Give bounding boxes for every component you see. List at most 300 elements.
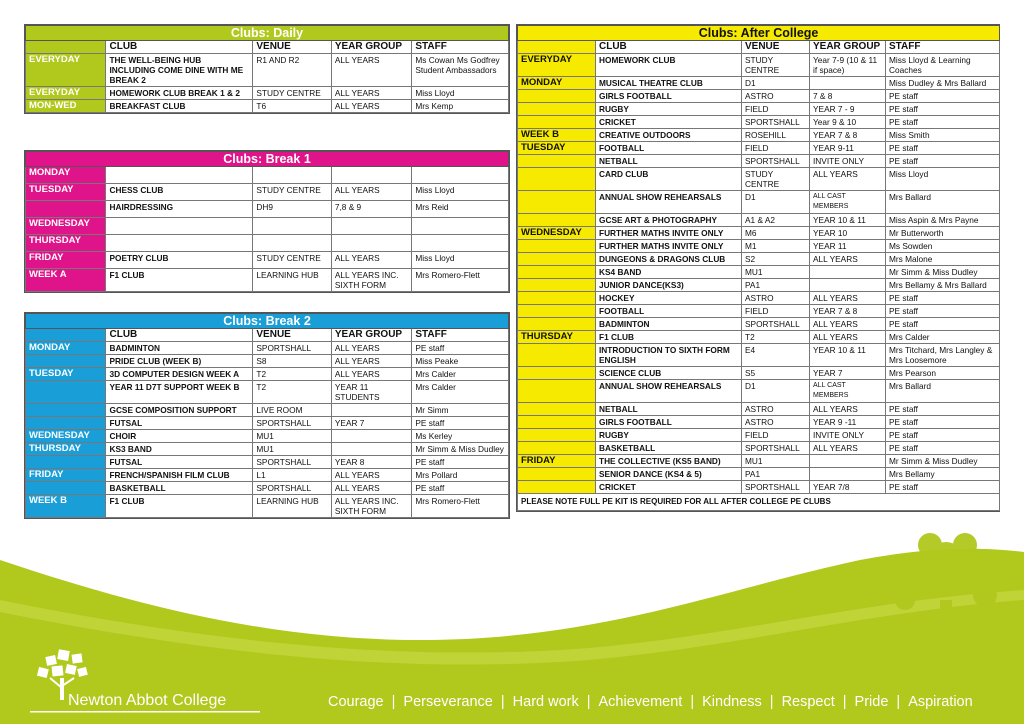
header-year-group: YEAR GROUP bbox=[331, 329, 411, 342]
venue-cell: SPORTSHALL bbox=[742, 318, 810, 331]
staff-cell bbox=[412, 167, 509, 184]
day-cell: TUESDAY bbox=[26, 184, 106, 201]
value-word: Pride bbox=[854, 694, 889, 710]
day-cell: MONDAY bbox=[26, 167, 106, 184]
club-cell: 3D COMPUTER DESIGN WEEK A bbox=[106, 368, 253, 381]
club-cell: THE WELL-BEING HUB INCLUDING COME DINE WITH ME BREAK 2 bbox=[106, 54, 253, 87]
day-cell: TUESDAY bbox=[26, 368, 106, 381]
table-row bbox=[26, 269, 509, 292]
venue-cell: S5 bbox=[742, 367, 810, 380]
year-group-cell: ALL YEARS bbox=[810, 168, 886, 191]
staff-cell: Mrs Reid bbox=[412, 201, 509, 218]
day-cell bbox=[518, 380, 596, 403]
table-row bbox=[26, 443, 509, 456]
daily-clubs-panel bbox=[24, 24, 510, 114]
header-club: CLUB bbox=[106, 41, 253, 54]
staff-cell: PE staff bbox=[412, 456, 509, 469]
table-row bbox=[26, 235, 509, 252]
table-row bbox=[26, 355, 509, 368]
day-cell: THURSDAY bbox=[26, 235, 106, 252]
venue-cell: R1 AND R2 bbox=[253, 54, 331, 87]
day-cell bbox=[518, 266, 596, 279]
club-cell: ANNUAL SHOW REHEARSALS bbox=[596, 380, 742, 403]
day-cell: EVERYDAY bbox=[26, 87, 106, 100]
break1-table bbox=[25, 151, 509, 292]
day-cell bbox=[518, 253, 596, 266]
staff-cell: Mrs Ballard bbox=[886, 380, 1000, 403]
venue-cell: MU1 bbox=[742, 455, 810, 468]
year-group-cell: ALL YEARS bbox=[331, 482, 411, 495]
table-row bbox=[518, 318, 1000, 331]
separator: | bbox=[842, 694, 847, 710]
club-cell: CHESS CLUB bbox=[106, 184, 253, 201]
club-cell: MUSICAL THEATRE CLUB bbox=[596, 77, 742, 90]
venue-cell: D1 bbox=[742, 380, 810, 403]
venue-cell: DH9 bbox=[253, 201, 331, 218]
year-group-cell: ALL YEARS bbox=[810, 253, 886, 266]
table-row bbox=[518, 331, 1000, 344]
year-group-cell: ALL YEARS bbox=[331, 54, 411, 87]
staff-cell: PE staff bbox=[886, 481, 1000, 494]
header-club: CLUB bbox=[106, 329, 253, 342]
venue-cell: SPORTSHALL bbox=[742, 116, 810, 129]
venue-cell: S2 bbox=[742, 253, 810, 266]
year-group-cell: YEAR 10 bbox=[810, 227, 886, 240]
day-cell bbox=[518, 344, 596, 367]
year-group-cell: YEAR 7 & 8 bbox=[810, 129, 886, 142]
table-row bbox=[26, 368, 509, 381]
table-row bbox=[26, 87, 509, 100]
staff-cell: Ms Sowden bbox=[886, 240, 1000, 253]
venue-cell: A1 & A2 bbox=[742, 214, 810, 227]
club-cell: HOMEWORK CLUB bbox=[596, 54, 742, 77]
venue-cell: L1 bbox=[253, 469, 331, 482]
staff-cell: Mr Simm & Miss Dudley bbox=[412, 443, 509, 456]
year-group-cell: ALL YEARS bbox=[331, 87, 411, 100]
venue-cell: ASTRO bbox=[742, 292, 810, 305]
staff-cell: PE staff bbox=[886, 292, 1000, 305]
day-cell bbox=[26, 417, 106, 430]
club-cell: F1 CLUB bbox=[106, 495, 253, 518]
day-cell: THURSDAY bbox=[26, 443, 106, 456]
separator: | bbox=[391, 694, 396, 710]
day-cell bbox=[518, 168, 596, 191]
venue-cell: PA1 bbox=[742, 468, 810, 481]
club-cell: FRENCH/SPANISH FILM CLUB bbox=[106, 469, 253, 482]
year-group-cell: ALL YEARS bbox=[810, 403, 886, 416]
venue-cell: ROSEHILL bbox=[742, 129, 810, 142]
table-row bbox=[26, 342, 509, 355]
year-group-cell bbox=[810, 77, 886, 90]
table-row bbox=[518, 54, 1000, 77]
club-cell: NETBALL bbox=[596, 403, 742, 416]
staff-cell: Mrs Bellamy & Mrs Ballard bbox=[886, 279, 1000, 292]
staff-cell: Mrs Kemp bbox=[412, 100, 509, 113]
value-word: Perseverance bbox=[403, 694, 493, 710]
year-group-cell: ALL YEARS bbox=[331, 355, 411, 368]
club-cell: BASKETBALL bbox=[596, 442, 742, 455]
value-word: Aspiration bbox=[908, 694, 973, 710]
day-cell: WEDNESDAY bbox=[26, 218, 106, 235]
club-cell: FOOTBALL bbox=[596, 305, 742, 318]
club-cell: HAIRDRESSING bbox=[106, 201, 253, 218]
club-cell: RUGBY bbox=[596, 429, 742, 442]
day-cell: MONDAY bbox=[26, 342, 106, 355]
club-cell: BADMINTON bbox=[596, 318, 742, 331]
venue-cell: SPORTSHALL bbox=[253, 456, 331, 469]
staff-cell: Mr Butterworth bbox=[886, 227, 1000, 240]
venue-cell: ASTRO bbox=[742, 416, 810, 429]
venue-cell: SPORTSHALL bbox=[742, 481, 810, 494]
year-group-cell: YEAR 9-11 bbox=[810, 142, 886, 155]
staff-cell: Miss Smith bbox=[886, 129, 1000, 142]
table-row bbox=[518, 455, 1000, 468]
club-cell: DUNGEONS & DRAGONS CLUB bbox=[596, 253, 742, 266]
year-group-cell bbox=[331, 218, 411, 235]
day-cell: WEDNESDAY bbox=[26, 430, 106, 443]
day-cell bbox=[518, 318, 596, 331]
year-group-cell: YEAR 10 & 11 bbox=[810, 344, 886, 367]
venue-cell: T2 bbox=[253, 368, 331, 381]
club-cell bbox=[106, 167, 253, 184]
club-cell: KS3 BAND bbox=[106, 443, 253, 456]
year-group-cell: YEAR 7 bbox=[810, 367, 886, 380]
year-group-cell bbox=[331, 404, 411, 417]
value-word: Hard work bbox=[512, 694, 579, 710]
table-row bbox=[26, 184, 509, 201]
staff-cell: Mrs Calder bbox=[412, 381, 509, 404]
year-group-cell: YEAR 11 bbox=[810, 240, 886, 253]
year-group-cell bbox=[810, 279, 886, 292]
venue-cell: FIELD bbox=[742, 429, 810, 442]
table-row bbox=[518, 142, 1000, 155]
day-cell: MON-WED bbox=[26, 100, 106, 113]
day-cell: FRIDAY bbox=[518, 455, 596, 468]
table-row bbox=[518, 191, 1000, 214]
staff-cell: PE staff bbox=[412, 342, 509, 355]
staff-cell: PE staff bbox=[886, 442, 1000, 455]
year-group-cell: YEAR 7 & 8 bbox=[810, 305, 886, 318]
table-row bbox=[518, 155, 1000, 168]
staff-cell: PE staff bbox=[886, 318, 1000, 331]
staff-cell: PE staff bbox=[886, 429, 1000, 442]
year-group-cell: INVITE ONLY bbox=[810, 155, 886, 168]
day-cell bbox=[518, 116, 596, 129]
day-cell bbox=[518, 292, 596, 305]
club-cell: JUNIOR DANCE(KS3) bbox=[596, 279, 742, 292]
staff-cell: Mrs Malone bbox=[886, 253, 1000, 266]
day-cell: EVERYDAY bbox=[518, 54, 596, 77]
header-staff: STAFF bbox=[886, 41, 1000, 54]
table-row bbox=[26, 430, 509, 443]
club-cell: CRICKET bbox=[596, 116, 742, 129]
year-group-cell: Year 7-9 (10 & 11 if space) bbox=[810, 54, 886, 77]
day-cell: WEEK A bbox=[26, 269, 106, 292]
table-row bbox=[518, 429, 1000, 442]
club-cell: GIRLS FOOTBALL bbox=[596, 416, 742, 429]
venue-cell: STUDY CENTRE bbox=[742, 54, 810, 77]
day-cell bbox=[26, 355, 106, 368]
venue-cell: T6 bbox=[253, 100, 331, 113]
college-values bbox=[328, 694, 973, 710]
table-row bbox=[26, 482, 509, 495]
table-row bbox=[26, 54, 509, 87]
staff-cell: Mrs Pearson bbox=[886, 367, 1000, 380]
table-row bbox=[26, 404, 509, 417]
year-group-cell bbox=[810, 455, 886, 468]
year-group-cell: ALL YEARS bbox=[810, 442, 886, 455]
year-group-cell: ALL CAST MEMBERS bbox=[810, 380, 886, 403]
value-word: Achievement bbox=[598, 694, 683, 710]
staff-cell: PE staff bbox=[886, 103, 1000, 116]
venue-cell: T2 bbox=[742, 331, 810, 344]
staff-cell: PE staff bbox=[886, 155, 1000, 168]
header-year-group: YEAR GROUP bbox=[810, 41, 886, 54]
table-row bbox=[518, 266, 1000, 279]
table-row bbox=[26, 218, 509, 235]
year-group-cell: ALL YEARS bbox=[331, 252, 411, 269]
venue-cell: LIVE ROOM bbox=[253, 404, 331, 417]
venue-cell: STUDY CENTRE bbox=[253, 87, 331, 100]
separator: | bbox=[586, 694, 591, 710]
venue-cell: STUDY CENTRE bbox=[253, 252, 331, 269]
table-row bbox=[518, 168, 1000, 191]
club-cell: POETRY CLUB bbox=[106, 252, 253, 269]
venue-cell: SPORTSHALL bbox=[253, 342, 331, 355]
table-row bbox=[518, 279, 1000, 292]
club-cell: FUTSAL bbox=[106, 456, 253, 469]
year-group-cell: INVITE ONLY bbox=[810, 429, 886, 442]
separator: | bbox=[500, 694, 505, 710]
staff-cell: PE staff bbox=[886, 305, 1000, 318]
header-venue: VENUE bbox=[742, 41, 810, 54]
staff-cell: Mrs Romero-Flett bbox=[412, 495, 509, 518]
table-row bbox=[518, 442, 1000, 455]
year-group-cell: ALL YEARS bbox=[810, 318, 886, 331]
venue-cell: E4 bbox=[742, 344, 810, 367]
year-group-cell: ALL YEARS INC. SIXTH FORM bbox=[331, 495, 411, 518]
venue-cell bbox=[253, 235, 331, 252]
staff-cell: Mrs Romero-Flett bbox=[412, 269, 509, 292]
year-group-cell: YEAR 11 STUDENTS bbox=[331, 381, 411, 404]
club-cell: ANNUAL SHOW REHEARSALS bbox=[596, 191, 742, 214]
year-group-cell: YEAR 8 bbox=[331, 456, 411, 469]
day-cell: FRIDAY bbox=[26, 469, 106, 482]
table-row bbox=[518, 90, 1000, 103]
year-group-cell: YEAR 7/8 bbox=[810, 481, 886, 494]
staff-cell: Miss Lloyd bbox=[412, 184, 509, 201]
day-cell bbox=[518, 416, 596, 429]
year-group-cell: ALL YEARS bbox=[331, 184, 411, 201]
club-cell: BASKETBALL bbox=[106, 482, 253, 495]
table-row bbox=[518, 403, 1000, 416]
staff-cell: PE staff bbox=[886, 403, 1000, 416]
separator: | bbox=[896, 694, 901, 710]
day-cell bbox=[26, 201, 106, 218]
day-cell bbox=[518, 90, 596, 103]
venue-cell: SPORTSHALL bbox=[742, 155, 810, 168]
venue-cell: ASTRO bbox=[742, 90, 810, 103]
break2-table bbox=[25, 313, 509, 518]
staff-cell: Mrs Calder bbox=[412, 368, 509, 381]
table-row bbox=[518, 103, 1000, 116]
staff-cell: Miss Lloyd bbox=[412, 252, 509, 269]
day-cell bbox=[518, 103, 596, 116]
year-group-cell: ALL YEARS bbox=[810, 331, 886, 344]
venue-cell: MU1 bbox=[742, 266, 810, 279]
table-row bbox=[518, 481, 1000, 494]
club-cell: PRIDE CLUB (WEEK B) bbox=[106, 355, 253, 368]
staff-cell: Mr Simm & Miss Dudley bbox=[886, 266, 1000, 279]
header-staff: STAFF bbox=[412, 329, 509, 342]
day-cell bbox=[26, 381, 106, 404]
club-cell: RUGBY bbox=[596, 103, 742, 116]
club-cell: NETBALL bbox=[596, 155, 742, 168]
day-cell bbox=[518, 429, 596, 442]
header-club: CLUB bbox=[596, 41, 742, 54]
club-cell: FURTHER MATHS INVITE ONLY bbox=[596, 240, 742, 253]
day-cell: THURSDAY bbox=[518, 331, 596, 344]
venue-cell: SPORTSHALL bbox=[253, 482, 331, 495]
table-row bbox=[518, 214, 1000, 227]
club-cell bbox=[106, 218, 253, 235]
year-group-cell: Year 9 & 10 bbox=[810, 116, 886, 129]
staff-cell: PE staff bbox=[412, 417, 509, 430]
college-name: Newton Abbot College bbox=[68, 692, 227, 709]
day-cell: WEEK B bbox=[518, 129, 596, 142]
venue-cell: T2 bbox=[253, 381, 331, 404]
break1-clubs-panel bbox=[24, 150, 510, 293]
staff-cell bbox=[412, 235, 509, 252]
staff-cell bbox=[412, 218, 509, 235]
staff-cell: Mrs Pollard bbox=[412, 469, 509, 482]
venue-cell: M6 bbox=[742, 227, 810, 240]
value-word: Kindness bbox=[702, 694, 762, 710]
club-cell: F1 CLUB bbox=[106, 269, 253, 292]
venue-cell: D1 bbox=[742, 191, 810, 214]
table-row bbox=[518, 292, 1000, 305]
staff-cell: Mr Simm & Miss Dudley bbox=[886, 455, 1000, 468]
year-group-cell: ALL YEARS bbox=[810, 292, 886, 305]
year-group-cell bbox=[331, 430, 411, 443]
venue-cell: LEARNING HUB bbox=[253, 269, 331, 292]
staff-cell: Mrs Bellamy bbox=[886, 468, 1000, 481]
after-college-table bbox=[517, 25, 1000, 511]
club-cell: CARD CLUB bbox=[596, 168, 742, 191]
staff-cell: Ms Cowan Ms Godfrey Student Ambassadors bbox=[412, 54, 509, 87]
club-cell: GIRLS FOOTBALL bbox=[596, 90, 742, 103]
day-cell bbox=[26, 482, 106, 495]
staff-cell: Mrs Ballard bbox=[886, 191, 1000, 214]
year-group-cell: YEAR 10 & 11 bbox=[810, 214, 886, 227]
day-cell bbox=[26, 404, 106, 417]
staff-cell: Miss Lloyd bbox=[886, 168, 1000, 191]
venue-cell: MU1 bbox=[253, 443, 331, 456]
after-college-title: Clubs: After College bbox=[518, 26, 1000, 41]
day-cell bbox=[26, 456, 106, 469]
header-year-group: YEAR GROUP bbox=[331, 41, 411, 54]
day-cell: WEEK B bbox=[26, 495, 106, 518]
club-cell: FURTHER MATHS INVITE ONLY bbox=[596, 227, 742, 240]
venue-cell: STUDY CENTRE bbox=[742, 168, 810, 191]
staff-cell: PE staff bbox=[886, 142, 1000, 155]
header-venue: VENUE bbox=[253, 329, 331, 342]
staff-cell: Miss Dudley & Mrs Ballard bbox=[886, 77, 1000, 90]
table-row bbox=[518, 227, 1000, 240]
staff-cell: Mrs Titchard, Mrs Langley & Mrs Loosemore bbox=[886, 344, 1000, 367]
daily-table bbox=[25, 25, 509, 113]
table-row bbox=[518, 77, 1000, 90]
day-cell bbox=[518, 305, 596, 318]
day-cell: EVERYDAY bbox=[26, 54, 106, 87]
table-row bbox=[26, 100, 509, 113]
staff-cell: Mr Simm bbox=[412, 404, 509, 417]
table-row bbox=[26, 469, 509, 482]
staff-cell: Miss Peake bbox=[412, 355, 509, 368]
day-cell bbox=[518, 214, 596, 227]
header-venue: VENUE bbox=[253, 41, 331, 54]
break2-clubs-panel bbox=[24, 312, 510, 519]
venue-cell: M1 bbox=[742, 240, 810, 253]
table-row bbox=[518, 240, 1000, 253]
table-row bbox=[518, 468, 1000, 481]
venue-cell: FIELD bbox=[742, 103, 810, 116]
year-group-cell: ALL CAST MEMBERS bbox=[810, 191, 886, 214]
separator: | bbox=[769, 694, 774, 710]
day-cell bbox=[518, 279, 596, 292]
staff-cell: Ms Kerley bbox=[412, 430, 509, 443]
daily-title: Clubs: Daily bbox=[26, 26, 509, 41]
club-cell: HOCKEY bbox=[596, 292, 742, 305]
venue-cell: SPORTSHALL bbox=[742, 442, 810, 455]
club-cell: FUTSAL bbox=[106, 417, 253, 430]
venue-cell: FIELD bbox=[742, 142, 810, 155]
day-cell bbox=[518, 155, 596, 168]
year-group-cell bbox=[331, 235, 411, 252]
table-row bbox=[518, 129, 1000, 142]
table-row bbox=[26, 381, 509, 404]
table-row bbox=[518, 305, 1000, 318]
table-row bbox=[518, 344, 1000, 367]
day-cell: WEDNESDAY bbox=[518, 227, 596, 240]
table-row bbox=[26, 252, 509, 269]
header-staff: STAFF bbox=[412, 41, 509, 54]
table-row bbox=[518, 116, 1000, 129]
club-cell: GCSE ART & PHOTOGRAPHY bbox=[596, 214, 742, 227]
venue-cell bbox=[253, 218, 331, 235]
club-cell: CRICKET bbox=[596, 481, 742, 494]
club-cell: FOOTBALL bbox=[596, 142, 742, 155]
day-cell bbox=[518, 442, 596, 455]
venue-cell: D1 bbox=[742, 77, 810, 90]
club-cell: HOMEWORK CLUB BREAK 1 & 2 bbox=[106, 87, 253, 100]
table-row bbox=[26, 495, 509, 518]
venue-cell: PA1 bbox=[742, 279, 810, 292]
day-cell: FRIDAY bbox=[26, 252, 106, 269]
day-cell: TUESDAY bbox=[518, 142, 596, 155]
year-group-cell: YEAR 7 - 9 bbox=[810, 103, 886, 116]
pe-kit-note: PLEASE NOTE FULL PE KIT IS REQUIRED FOR ALL AFTER COLLEGE PE CLUBS bbox=[518, 494, 1000, 511]
club-cell: CHOIR bbox=[106, 430, 253, 443]
value-word: Courage bbox=[328, 694, 384, 710]
separator: | bbox=[690, 694, 695, 710]
club-cell: CREATIVE OUTDOORS bbox=[596, 129, 742, 142]
day-cell bbox=[518, 367, 596, 380]
year-group-cell: ALL YEARS bbox=[331, 469, 411, 482]
table-row bbox=[26, 201, 509, 218]
venue-cell: S8 bbox=[253, 355, 331, 368]
table-row bbox=[518, 416, 1000, 429]
